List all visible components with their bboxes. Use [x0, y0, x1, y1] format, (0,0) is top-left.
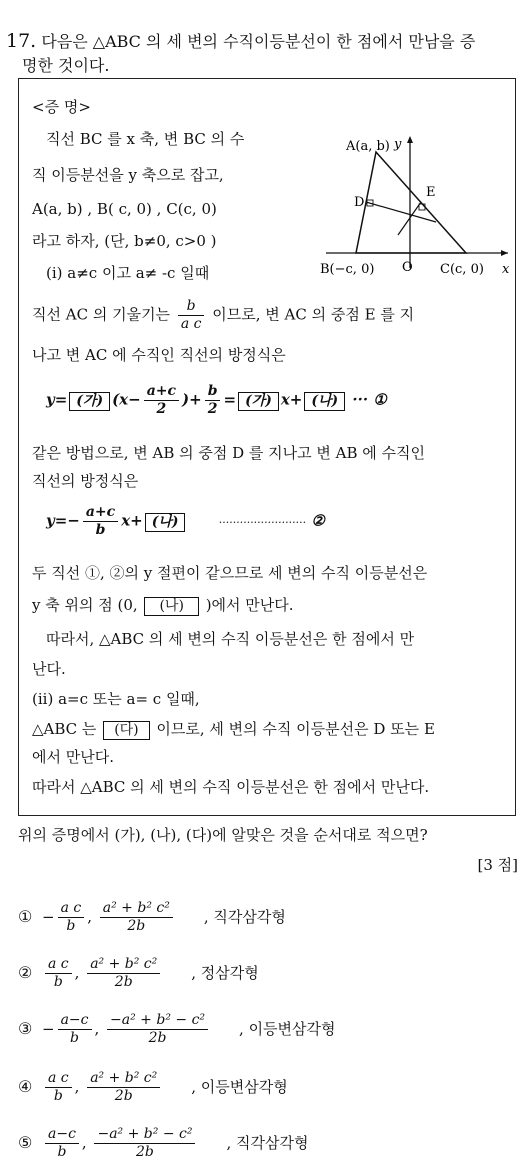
slope-fraction: $\frac{b}{\text{a c}}$: [178, 298, 205, 333]
equation-1: y= (가) (x− $\frac{a+c}{2}$ )+ $\frac{b}{2}$ = (가) x+ (나) ··· ①: [46, 383, 387, 417]
x-axis-arrow: [501, 250, 508, 256]
case-2-label: (ii) a=c 또는 a= c 일때,: [32, 690, 200, 708]
proof-line: 라고 하자, (단, b≠0, c>0 ): [32, 232, 217, 250]
x-axis-label: x: [502, 262, 510, 277]
proof-line: △ABC 는 (다) 이므로, 세 변의 수직 이등분선은 D 또는 E: [32, 720, 435, 738]
choice-sign: −: [42, 907, 55, 926]
blank-na: (나): [145, 513, 186, 532]
choice-mark: ②: [18, 962, 33, 982]
point-b-label: B(−c, 0): [320, 262, 375, 277]
bisector-ab: [366, 202, 436, 222]
case-1-label: (i) a≠c 이고 a≠ -c 일때: [46, 264, 210, 282]
fraction: $\frac{a+c}{2}$: [144, 383, 179, 418]
choice-1[interactable]: ① − $\frac{\text{a c}}{b}$ , $\frac{\text{a² + b² c²}}{2b}$ , 직각삼각형: [18, 900, 286, 934]
point-d-label: D: [354, 195, 365, 210]
fraction: $\frac{a-c}{b}$: [45, 1126, 79, 1161]
triangle-abc: [356, 152, 466, 253]
problem-line-2: 명한 것이다.: [22, 56, 110, 75]
fraction: $\frac{\text{−a² + b² − c²}}{2b}$: [107, 1012, 208, 1047]
fraction: $\frac{\text{a c}}{b}$: [45, 1070, 72, 1105]
proof-title: <증 명>: [32, 98, 91, 116]
blank-ga: (가): [238, 392, 279, 411]
choice-mark: ⑤: [18, 1132, 33, 1152]
proof-line: 에서 만난다.: [32, 748, 114, 766]
fraction: $\frac{\text{−a² + b² − c²}}{2b}$: [94, 1126, 195, 1161]
fraction: $\frac{\text{a c}}{b}$: [58, 900, 85, 935]
proof-line: 두 직선 ①, ②의 y 절편이 같으므로 세 변의 수직 이등분선은: [32, 564, 428, 582]
problem-text: 다음은 △ABC 의 세 변의 수직이등분선이 한 점에서 만남을 증: [41, 32, 476, 51]
question-text: 위의 증명에서 (가), (나), (다)에 알맞은 것을 순서대로 적으면?: [18, 826, 428, 844]
choice-2[interactable]: ② $\frac{\text{a c}}{b}$ , $\frac{\text{a² + b² c²}}{2b}$ , 정삼각형: [18, 956, 259, 990]
proof-line: 난다.: [32, 660, 66, 678]
point-a-label: A(a, b): [346, 139, 390, 154]
proof-line: 따라서 △ABC 의 세 변의 수직 이등분선은 한 점에서 만난다.: [32, 778, 430, 796]
proof-line: A(a, b) , B( c, 0) , C(c, 0): [32, 200, 217, 218]
blank-na: (나): [144, 597, 198, 616]
proof-line: y 축 위의 점 (0, (나) )에서 만난다.: [32, 596, 294, 614]
proof-line: 직선 BC 를 x 축, 변 BC 의 수: [46, 130, 245, 148]
fraction: $\frac{\text{a c}}{b}$: [45, 956, 72, 991]
point-e-label: E: [426, 185, 436, 200]
fraction: $\frac{a-c}{b}$: [58, 1012, 92, 1047]
problem-line-1: [6, 30, 475, 53]
choice-5[interactable]: ⑤ $\frac{a-c}{b}$ , $\frac{\text{−a² + b² − c²}}{2b}$ , 직각삼각형: [18, 1126, 309, 1160]
proof-line: 따라서, △ABC 의 세 변의 수직 이등분선은 한 점에서 만: [46, 630, 415, 648]
y-axis-label: y: [394, 137, 402, 152]
fraction: $\frac{\text{a² + b² c²}}{2b}$: [87, 1070, 160, 1105]
equation-2: y=− $\frac{a+c}{b}$ x+ (나) ························· ②: [46, 504, 325, 538]
point-c-label: C(c, 0): [440, 262, 484, 277]
points-label: [3 점]: [477, 856, 518, 874]
choice-4[interactable]: ④ $\frac{\text{a c}}{b}$ , $\frac{\text{a² + b² c²}}{2b}$ , 이등변삼각형: [18, 1070, 288, 1104]
slope-line: 직선 AC 의 기울기는 $\frac{b}{\text{a c}}$ 이므로, 변 AC 의 중점 E 를 지: [32, 298, 415, 332]
choice-mark: ④: [18, 1076, 33, 1096]
fraction: $\frac{\text{a² + b² c²}}{2b}$: [100, 900, 173, 935]
proof-line: 같은 방법으로, 변 AB 의 중점 D 를 지나고 변 AB 에 수직인: [32, 444, 426, 462]
choice-answer: , 이등변삼각형: [191, 1077, 288, 1096]
blank-ga: (가): [69, 392, 110, 411]
choice-mark: ①: [18, 906, 33, 926]
fraction: $\frac{\text{a² + b² c²}}{2b}$: [87, 956, 160, 991]
choice-mark: ③: [18, 1018, 33, 1038]
choice-sign: −: [42, 1019, 55, 1038]
proof-line: 직 이등분선을 y 축으로 잡고,: [32, 166, 224, 184]
y-axis-arrow: [407, 136, 413, 143]
fraction: $\frac{b}{2}$: [205, 383, 221, 418]
choice-answer: , 정삼각형: [191, 963, 259, 982]
problem-number: 17.: [6, 30, 37, 52]
origin-label: O: [402, 260, 413, 275]
blank-da: (다): [103, 721, 149, 740]
blank-na: (나): [304, 392, 345, 411]
choice-3[interactable]: ③ − $\frac{a-c}{b}$ , $\frac{\text{−a² + b² − c²}}{2b}$ , 이등변삼각형: [18, 1012, 336, 1046]
choice-answer: , 직각삼각형: [226, 1133, 309, 1152]
fraction: $\frac{a+c}{b}$: [83, 504, 118, 539]
choice-answer: , 직각삼각형: [203, 907, 286, 926]
coordinate-figure: [318, 130, 514, 280]
choice-answer: , 이등변삼각형: [239, 1019, 336, 1038]
proof-line: 나고 변 AC 에 수직인 직선의 방정식은: [32, 346, 286, 364]
proof-line: 직선의 방정식은: [32, 472, 139, 490]
